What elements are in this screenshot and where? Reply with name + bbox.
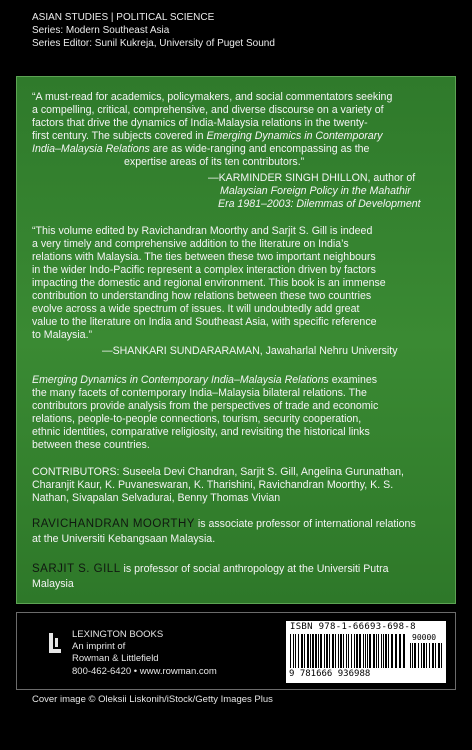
- blurb1-line: “A must-read for academics, policymakers, and social commentators seeking: [32, 91, 393, 103]
- barcode-stripe: [307, 634, 309, 668]
- barcode-stripe: [340, 634, 342, 668]
- barcode-stripe: [335, 634, 336, 668]
- barcode-stripe: [363, 634, 364, 668]
- contributors-line: Charanjit Kaur, K. Puvaneswaran, K. Tharishini, Ravichandran Moorthy, K. S.: [32, 479, 394, 491]
- blurb1-text: first century. The subjects covered in: [32, 130, 207, 142]
- barcode-digits: 9 781666 936988: [289, 669, 371, 679]
- series-editor-label: Series Editor: Sunil Kukreja, University of Puget Sound: [32, 38, 275, 49]
- barcode-stripe: [414, 643, 416, 668]
- barcode-stripe: [301, 634, 303, 668]
- barcode-stripe: [312, 634, 314, 668]
- editor-name: SARJIT S. GILL: [32, 563, 121, 575]
- barcode-stripe: [435, 643, 436, 668]
- blurb2-line: value to the literature on India and Southeast Asia, with specific reference: [32, 316, 377, 328]
- blurb1-line: expertise areas of its ten contributors.”: [124, 156, 305, 168]
- description-line: contributors provide analysis from the perspectives of trade and economic: [32, 400, 379, 412]
- endorser-name: —SHANKARI SUNDARARAMAN, Jawaharlal Nehru University: [102, 345, 398, 357]
- isbn-barcode: [286, 621, 446, 683]
- barcode-stripe: [338, 634, 339, 668]
- barcode-stripe: [376, 634, 377, 668]
- barcode-stripe: [403, 634, 405, 668]
- editor-name: RAVICHANDRAN MOORTHY: [32, 518, 195, 530]
- barcode-stripe: [418, 643, 419, 668]
- description-line: ethnic identities, comparative religiosity, and revisiting the historical links: [32, 426, 370, 438]
- barcode-stripe: [369, 634, 371, 668]
- barcode-stripe: [378, 634, 379, 668]
- blurb2-line: to Malaysia.”: [32, 329, 93, 341]
- blurb2-line: relations with Malaysia. The ties between these two important neighbours: [32, 251, 376, 263]
- barcode-stripe: [293, 634, 294, 668]
- blurb2-line: impacting the domestic and regional environment. This book is an immense: [32, 277, 386, 289]
- description-line: relations, people-to-people connections, tourism, security cooperation,: [32, 413, 362, 425]
- blurb1-text: are as wide-ranging and encompassing as the: [149, 143, 370, 155]
- barcode-stripe: [318, 634, 319, 668]
- barcode-stripe: [385, 634, 387, 668]
- blurb2-line: in the wider Indo-Pacific represent a complex interaction driven by factors: [32, 264, 376, 276]
- blurb2-line: “This volume edited by Ravichandran Moorthy and Sarjit S. Gill is indeed: [32, 225, 373, 237]
- barcode-stripe: [348, 634, 349, 668]
- lexington-l-logo-icon: [48, 632, 62, 654]
- blurb2-line: evolve across a wide spectrum of issues. It will undoubtedly add great: [32, 303, 360, 315]
- isbn-number: ISBN 978-1-66693-698-8: [290, 622, 416, 632]
- barcode-stripe: [356, 634, 358, 668]
- barcode-stripe: [438, 643, 440, 668]
- barcode-stripe: [295, 634, 296, 668]
- barcode-stripe: [365, 634, 366, 668]
- barcode-stripe: [381, 634, 382, 668]
- barcode-stripe: [359, 634, 361, 668]
- barcode-stripe: [383, 634, 384, 668]
- barcode-stripe: [412, 643, 413, 668]
- imprint-line: Rowman & Littlefield: [72, 653, 159, 664]
- endorser-book-title: Malaysian Foreign Policy in the Mahathir: [220, 185, 411, 197]
- barcode-stripe: [310, 634, 311, 668]
- description-line: the many facets of contemporary India–Malaysia bilateral relations. The: [32, 387, 367, 399]
- description-line: between these countries.: [32, 439, 150, 451]
- barcode-stripe: [351, 634, 352, 668]
- barcode-stripe: [290, 634, 291, 668]
- barcode-stripe: [354, 634, 355, 668]
- blurb1-line: factors that drive the dynamics of India-Malaysia relations in the twenty-: [32, 117, 368, 129]
- series-label: Series: Modern Southeast Asia: [32, 25, 170, 36]
- barcode-stripe: [423, 643, 425, 668]
- barcode-stripe: [324, 634, 325, 668]
- barcode-stripe: [388, 634, 389, 668]
- bio-line: Malaysia: [32, 578, 74, 590]
- blurb2-line: a very timely and comprehensive addition to the literature on India’s: [32, 238, 349, 250]
- description-line: [32, 374, 438, 387]
- barcode-stripe: [367, 634, 368, 668]
- book-title-italic: Emerging Dynamics in Contemporary: [206, 130, 383, 142]
- barcode-stripe: [304, 634, 305, 668]
- blurb1-line: [32, 143, 438, 156]
- barcode-stripe: [329, 634, 330, 668]
- blurb2-line: contribution to understanding how relations between these two countries: [32, 290, 372, 302]
- endorser-book-title: Era 1981–2003: Dilemmas of Development: [218, 198, 421, 210]
- barcode-stripe: [326, 634, 328, 668]
- barcode-stripe: [346, 634, 347, 668]
- cover-image-credit: Cover image © Oleksii Liskonih/iStock/Getty Images Plus: [32, 694, 273, 705]
- price-code: 90000: [412, 633, 437, 642]
- category-label: ASIAN STUDIES | POLITICAL SCIENCE: [32, 12, 215, 23]
- contributors-line: CONTRIBUTORS: Suseela Devi Chandran, Sarjit S. Gill, Angelina Gurunathan,: [32, 466, 404, 478]
- blurb1-line: a compelling, critical, comprehensive, and diverse discourse on a variety of: [32, 104, 384, 116]
- barcode-stripe: [410, 643, 411, 668]
- barcode-stripe: [426, 643, 427, 668]
- bio-text: is associate professor of international relations: [194, 518, 416, 530]
- endorser-name: —KARMINDER SINGH DHILLON, author of: [208, 172, 416, 184]
- barcode-stripe: [432, 643, 434, 668]
- bio-line: at the Universiti Kebangsaan Malaysia.: [32, 533, 216, 545]
- barcode-stripe: [421, 643, 422, 668]
- barcode-stripe: [395, 634, 397, 668]
- barcode-stripe: [391, 634, 393, 668]
- book-title-italic: Emerging Dynamics in Contemporary India–Malaysia Relations: [32, 374, 329, 386]
- blurb1-line: [32, 130, 438, 143]
- barcode-stripe: [399, 634, 401, 668]
- barcode-stripe: [320, 634, 322, 668]
- publisher-contact: 800-462-6420 • www.rowman.com: [72, 666, 217, 677]
- barcode-stripe: [315, 634, 317, 668]
- contributors-line: Nathan, Sivapalan Selvadurai, Benny Thomas Vivian: [32, 492, 281, 504]
- barcode-stripe: [429, 643, 430, 668]
- bio-line: [32, 518, 438, 531]
- barcode-stripe: [343, 634, 344, 668]
- publisher-name: LEXINGTON BOOKS: [72, 629, 164, 640]
- bio-line: [32, 563, 438, 576]
- description-text: examines: [328, 374, 378, 386]
- barcode-stripe: [441, 643, 442, 668]
- barcode-stripe: [298, 634, 299, 668]
- barcode-stripe: [332, 634, 334, 668]
- imprint-line: An imprint of: [72, 641, 126, 652]
- bio-text: is professor of social anthropology at the Universiti Putra: [120, 563, 389, 575]
- book-title-italic: India–Malaysia Relations: [32, 143, 150, 155]
- barcode-stripe: [373, 634, 375, 668]
